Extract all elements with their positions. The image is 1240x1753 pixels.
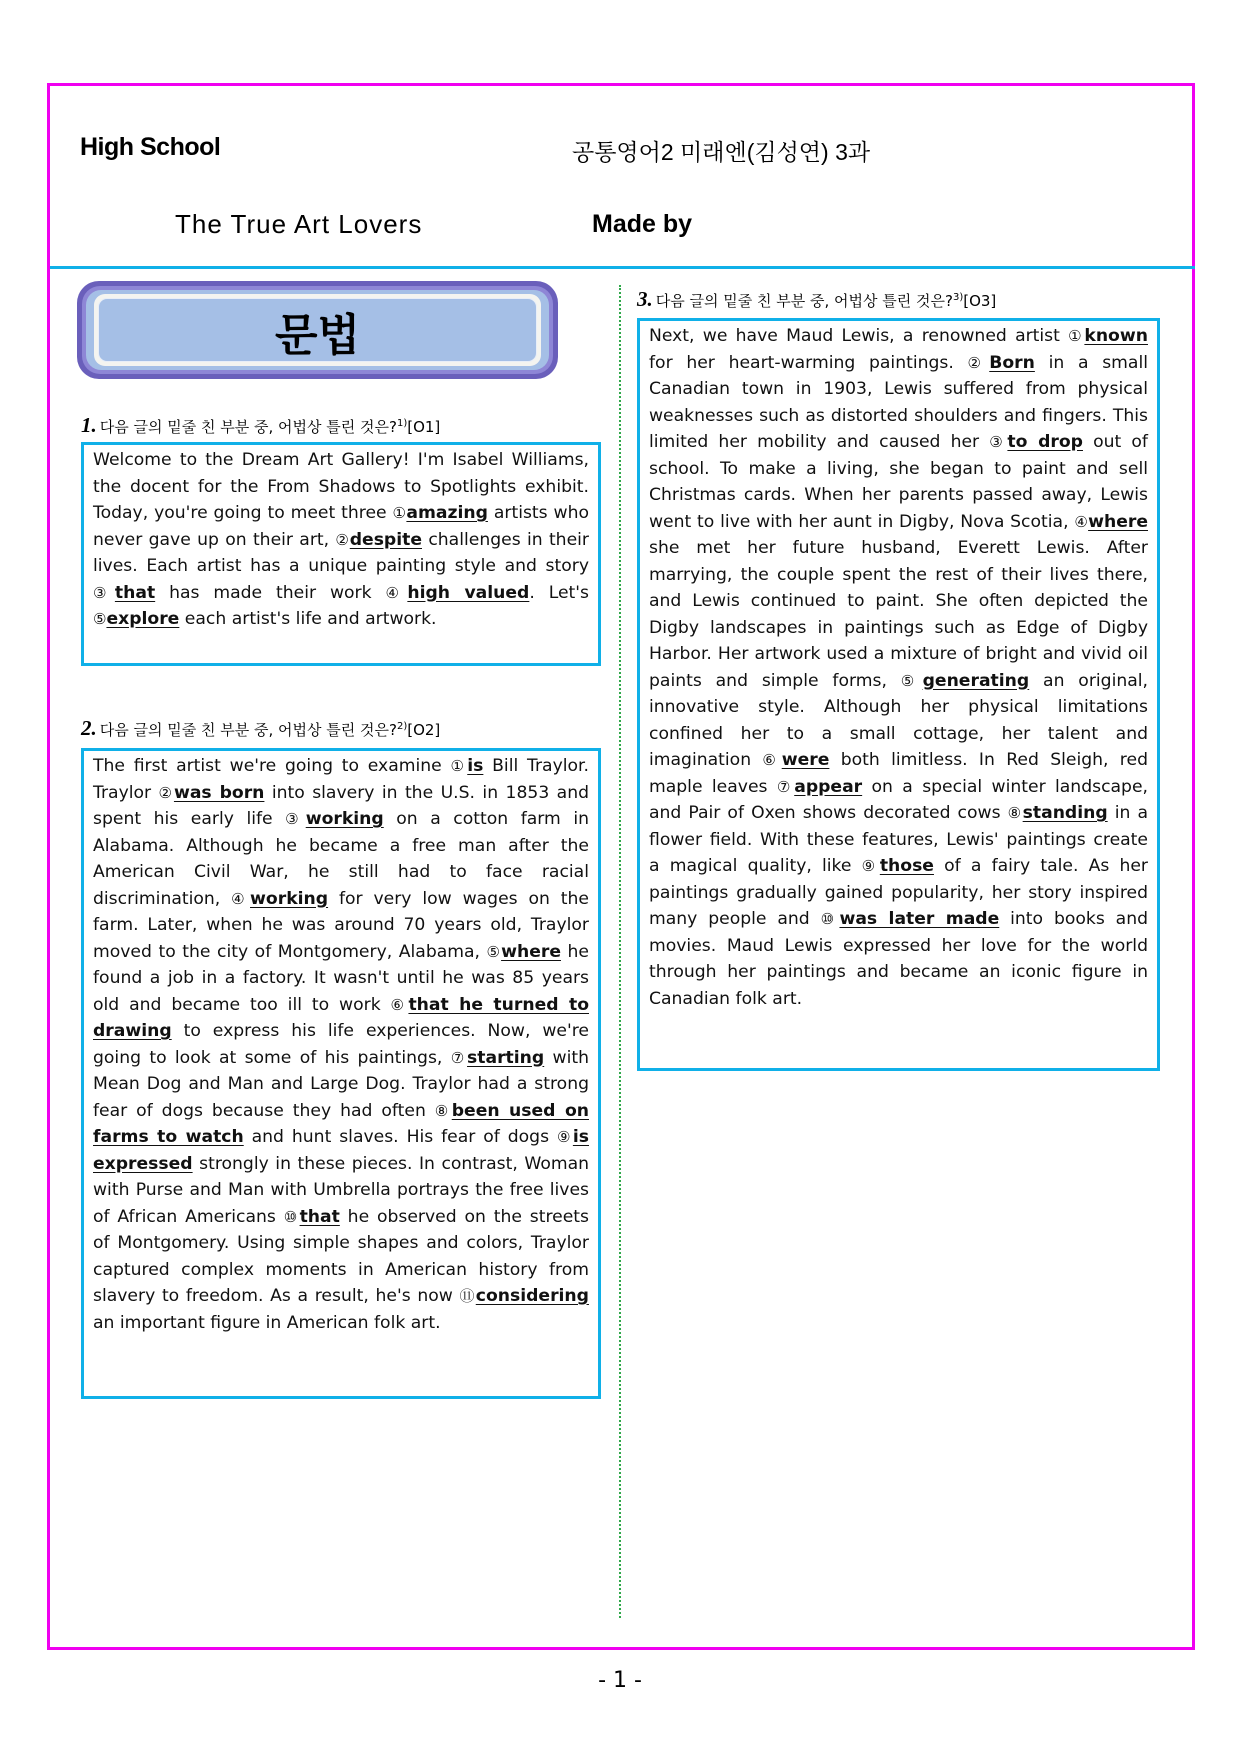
question-code: [O2] bbox=[407, 721, 441, 739]
choice-marker: ⑦ bbox=[776, 777, 795, 796]
choice-marker: ⑤ bbox=[93, 610, 107, 628]
choice-marker: ④ bbox=[231, 889, 251, 908]
question-2-header bbox=[81, 716, 440, 741]
underlined-choice: where bbox=[1088, 511, 1148, 532]
question-code: [O1] bbox=[407, 418, 441, 436]
underlined-choice: generating bbox=[922, 670, 1030, 691]
underlined-choice: been used on farms to watch bbox=[93, 1100, 589, 1147]
underlined-choice: that bbox=[114, 582, 156, 603]
column-divider bbox=[619, 285, 621, 1618]
underlined-choice: that bbox=[299, 1206, 340, 1227]
underlined-choice: standing bbox=[1022, 803, 1108, 823]
choice-marker: ③ bbox=[93, 583, 115, 602]
footnote-ref: 1) bbox=[396, 418, 408, 429]
section-title-box bbox=[77, 281, 558, 379]
choice-marker: ⑤ bbox=[486, 942, 502, 961]
choice-marker: ⑨ bbox=[861, 857, 880, 875]
lesson-title: The True Art Lovers bbox=[175, 209, 423, 239]
choice-marker: ⑩ bbox=[820, 910, 840, 928]
question-prompt: 다음 글의 밑줄 친 부분 중, 어법상 틀린 것은? bbox=[99, 418, 397, 436]
choice-marker: ⑩ bbox=[283, 1207, 300, 1226]
course-title: 공통영어2 미래엔(김성연) 3과 bbox=[572, 139, 871, 165]
choice-marker: ③ bbox=[285, 810, 306, 828]
question-3-passage: Next, we have Maud Lewis, a renowned artist ①known for her heart-warming paintings. ②Born in a small Canadian town in 1903, Lewis suffered from physical weaknesses such as distorted shoulders and fingers. This limited her mobility and caused her ③to drop out of school. To make a living, she began to paint and sell Christmas cards. When her parents passed away, Lewis went to live with her aunt in Digby, Nova Scotia, ④where she met her future husband, Everett Lewis. After marrying, the couple spent the rest of their lives there, and Lewis continued to paint. She often depicted the Digby landscapes in paintings such as Edge of Digby Harbor. Her artwork used a mixture of bright and vivid oil paints and simple forms, ⑤generating an original, innovative style. Although her physical limitations confined her to a small cottage, her talent and imagination ⑥were both limitless. In Red Sleigh, red maple leaves ⑦appear on a special winter landscape, and Pair of Oxen shows decorated cows ⑧standing in a flower field. With these features, Lewis' paintings create a magical quality, like ⑨those of a fairy tale. As her paintings gradually gained popularity, her story inspired many people and ⑩was later made into books and movies. Maud Lewis expressed her love for the world through her paintings and became an iconic figure in Canadian folk art. bbox=[637, 318, 1160, 1071]
question-number: 1. bbox=[81, 413, 97, 437]
underlined-choice: despite bbox=[349, 529, 422, 550]
underlined-choice: Born bbox=[989, 352, 1035, 373]
underlined-choice: considering bbox=[475, 1286, 589, 1306]
underlined-choice: that he turned to drawing bbox=[93, 994, 589, 1041]
choice-marker: ② bbox=[335, 530, 350, 549]
choice-marker: ① bbox=[392, 504, 407, 522]
underlined-choice: working bbox=[305, 809, 384, 829]
question-1-header bbox=[81, 413, 440, 438]
footnote-ref: 3) bbox=[952, 292, 964, 303]
choice-marker: ⑥ bbox=[390, 995, 409, 1014]
underlined-choice: explore bbox=[106, 609, 180, 629]
choice-marker: ④ bbox=[385, 583, 408, 602]
header-divider bbox=[50, 266, 1195, 269]
underlined-choice: working bbox=[250, 888, 329, 909]
question-number: 2. bbox=[81, 716, 97, 740]
choice-marker: ③ bbox=[989, 433, 1008, 451]
choice-marker: ① bbox=[450, 757, 468, 775]
made-by-label: Made by bbox=[592, 210, 693, 238]
page-number: - 1 - bbox=[598, 1668, 642, 1693]
underlined-choice: those bbox=[879, 856, 934, 876]
question-3-header bbox=[637, 287, 996, 312]
choice-marker: ⑦ bbox=[450, 1048, 468, 1067]
question-number: 3. bbox=[637, 287, 653, 311]
underlined-choice: was born bbox=[173, 782, 265, 803]
underlined-choice: were bbox=[781, 750, 830, 770]
choice-marker: ① bbox=[1068, 327, 1085, 345]
choice-marker: ⑨ bbox=[556, 1128, 573, 1146]
school-label: High School bbox=[80, 133, 221, 161]
choice-marker: ② bbox=[158, 783, 174, 802]
choice-marker: ⑤ bbox=[900, 671, 923, 690]
underlined-choice: was later made bbox=[839, 909, 1000, 929]
choice-marker: ② bbox=[967, 353, 990, 372]
section-title: 문법 bbox=[274, 310, 360, 361]
question-2-passage: The first artist we're going to examine ①is Bill Traylor. Traylor ②was born into slavery in the U.S. in 1853 and spent his early life ③working on a cotton farm in Alabama. Although he became a free man after the American Civil War, he still had to face racial discrimination, ④working for very low wages on the farm. Later, when he was around 70 years old, Traylor moved to the city of Montgomery, Alabama, ⑤where he found a job in a factory. It wasn't until he was 85 years old and became too ill to work ⑥that he turned to drawing to express his life experiences. Now, we're going to look at some of his paintings, ⑦starting with Mean Dog and Man and Large Dog. Traylor had a strong fear of dogs because they had often ⑧been used on farms to watch and hunt slaves. His fear of dogs ⑨is expressed strongly in these pieces. In contrast, Woman with Purse and Man with Umbrella portrays the free lives of African Americans ⑩that he observed on the streets of Montgomery. Using simple shapes and colors, Traylor captured complex moments in American history from slavery to freedom. As a result, he's now ⑪considering an important figure in American folk art. bbox=[81, 748, 601, 1399]
underlined-choice: starting bbox=[467, 1047, 545, 1068]
choice-marker: ⑥ bbox=[762, 751, 782, 769]
underlined-choice: amazing bbox=[406, 503, 488, 523]
footnote-ref: 2) bbox=[396, 721, 408, 732]
underlined-choice: is bbox=[467, 756, 484, 776]
underlined-choice: to drop bbox=[1007, 432, 1083, 452]
underlined-choice: known bbox=[1084, 326, 1148, 346]
underlined-choice: is expressed bbox=[93, 1127, 589, 1174]
choice-marker: ④ bbox=[1074, 512, 1089, 531]
choice-marker: ⑧ bbox=[434, 1101, 452, 1120]
underlined-choice: where bbox=[501, 941, 561, 962]
question-code: [O3] bbox=[963, 292, 997, 310]
question-prompt: 다음 글의 밑줄 친 부분 중, 어법상 틀린 것은? bbox=[99, 721, 397, 739]
choice-marker: ⑪ bbox=[459, 1287, 476, 1305]
choice-marker: ⑧ bbox=[1007, 804, 1023, 822]
underlined-choice: high valued bbox=[407, 582, 530, 603]
question-prompt: 다음 글의 밑줄 친 부분 중, 어법상 틀린 것은? bbox=[655, 292, 953, 310]
underlined-choice: appear bbox=[794, 776, 863, 797]
question-1-passage: Welcome to the Dream Art Gallery! I'm Isabel Williams, the docent for the From Shadows to Spotlights exhibit. Today, you're going to meet three ①amazing artists who never gave up on their art, ②despite challenges in their lives. Each artist has a unique painting style and story ③that has made their work ④high valued. Let's ⑤explore each artist's life and artwork. bbox=[81, 442, 601, 666]
